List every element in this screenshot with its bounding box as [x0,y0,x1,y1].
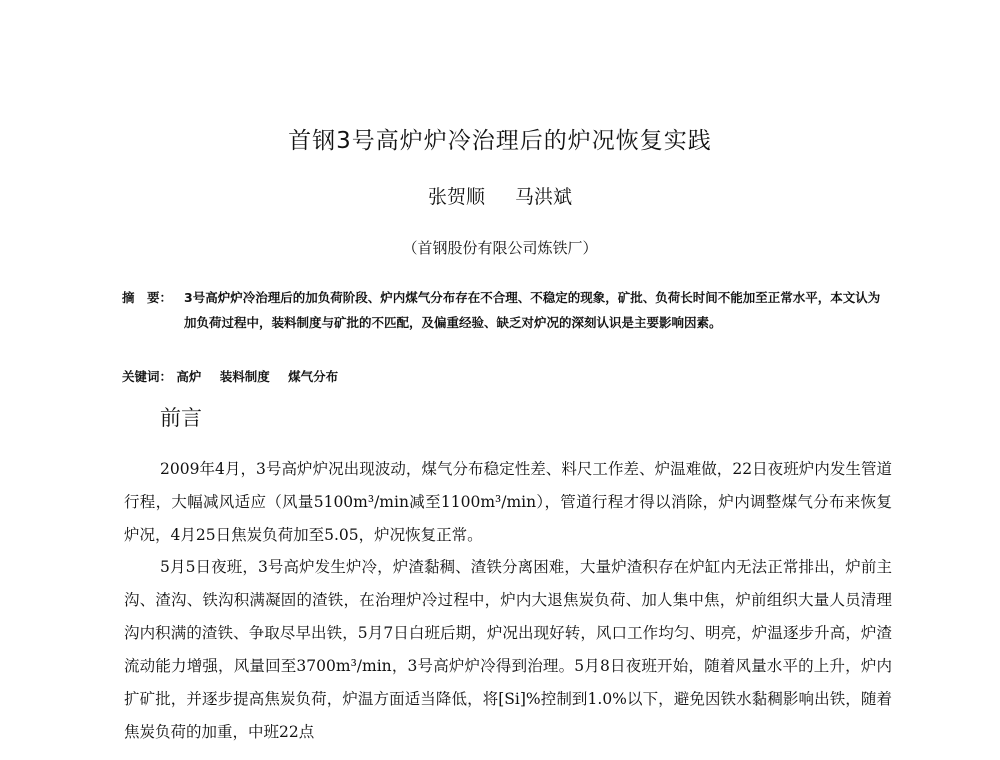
section-heading-preface: 前言 [160,406,202,430]
paper-title: 首钢3号高炉炉冷治理后的炉况恢复实践 [288,128,712,154]
abstract-label: 摘 要： [122,290,173,305]
keyword-2: 装料制度 [219,369,270,384]
author-2: 马洪斌 [515,186,573,208]
body-paragraph-1: 2009年4月，3号高炉炉况出现波动，煤气分布稳定性差、料尺工作差、炉温难做，22日夜班炉内发生管道行程，大幅减风适应（风量5100m³/min减至1100m³/min），管道行程才得以消除，炉内调整煤气分布来恢复炉况，4月25日焦炭负荷加至5.05，炉况恢复正常。 [124,460,892,544]
keyword-3: 煤气分布 [288,369,339,384]
author-affiliation: （首钢股份有限公司炼铁厂） [402,239,598,257]
body-paragraph-2: 5月5日夜班，3号高炉发生炉冷，炉渣黏稠、渣铁分离困难，大量炉渣积存在炉缸内无法正常排出，炉前主沟、渣沟、铁沟积满凝固的渣铁，在治理炉冷过程中，炉内大退焦炭负荷、加人集中焦，炉前组织大量人员清理沟内积满的渣铁、争取尽早出铁，5月7日白班后期，炉况出现好转，风口工作均匀、明亮，炉温逐步升高，炉渣流动能力增强，风量回至3700m³/min，3号高炉炉冷得到治理。5月8日夜班开始，随着风量水平的上升，炉内扩矿批，并逐步提高焦炭负荷，炉温方面适当降低，将[Si]%控制到1.0%以下，避免因铁水黏稠影响出铁，随着焦炭负荷的加重，中班22点 [124,558,892,741]
keywords-line [122,364,352,389]
keyword-1: 高炉 [176,369,202,384]
abstract-block [122,285,892,330]
abstract-text: 3号高炉炉冷治理后的加负荷阶段、炉内煤气分布存在不合理、不稳定的现象，矿批、负荷长时间不能加至正常水平，本文认为加负荷过程中，装料制度与矿批的不匹配，及偏重经验、缺乏对炉况的深刻认识是主要影响因素。 [184,290,881,330]
author-list [0,182,1000,209]
author-1: 张贺顺 [427,186,485,208]
keywords-label: 关键词： [122,369,173,384]
